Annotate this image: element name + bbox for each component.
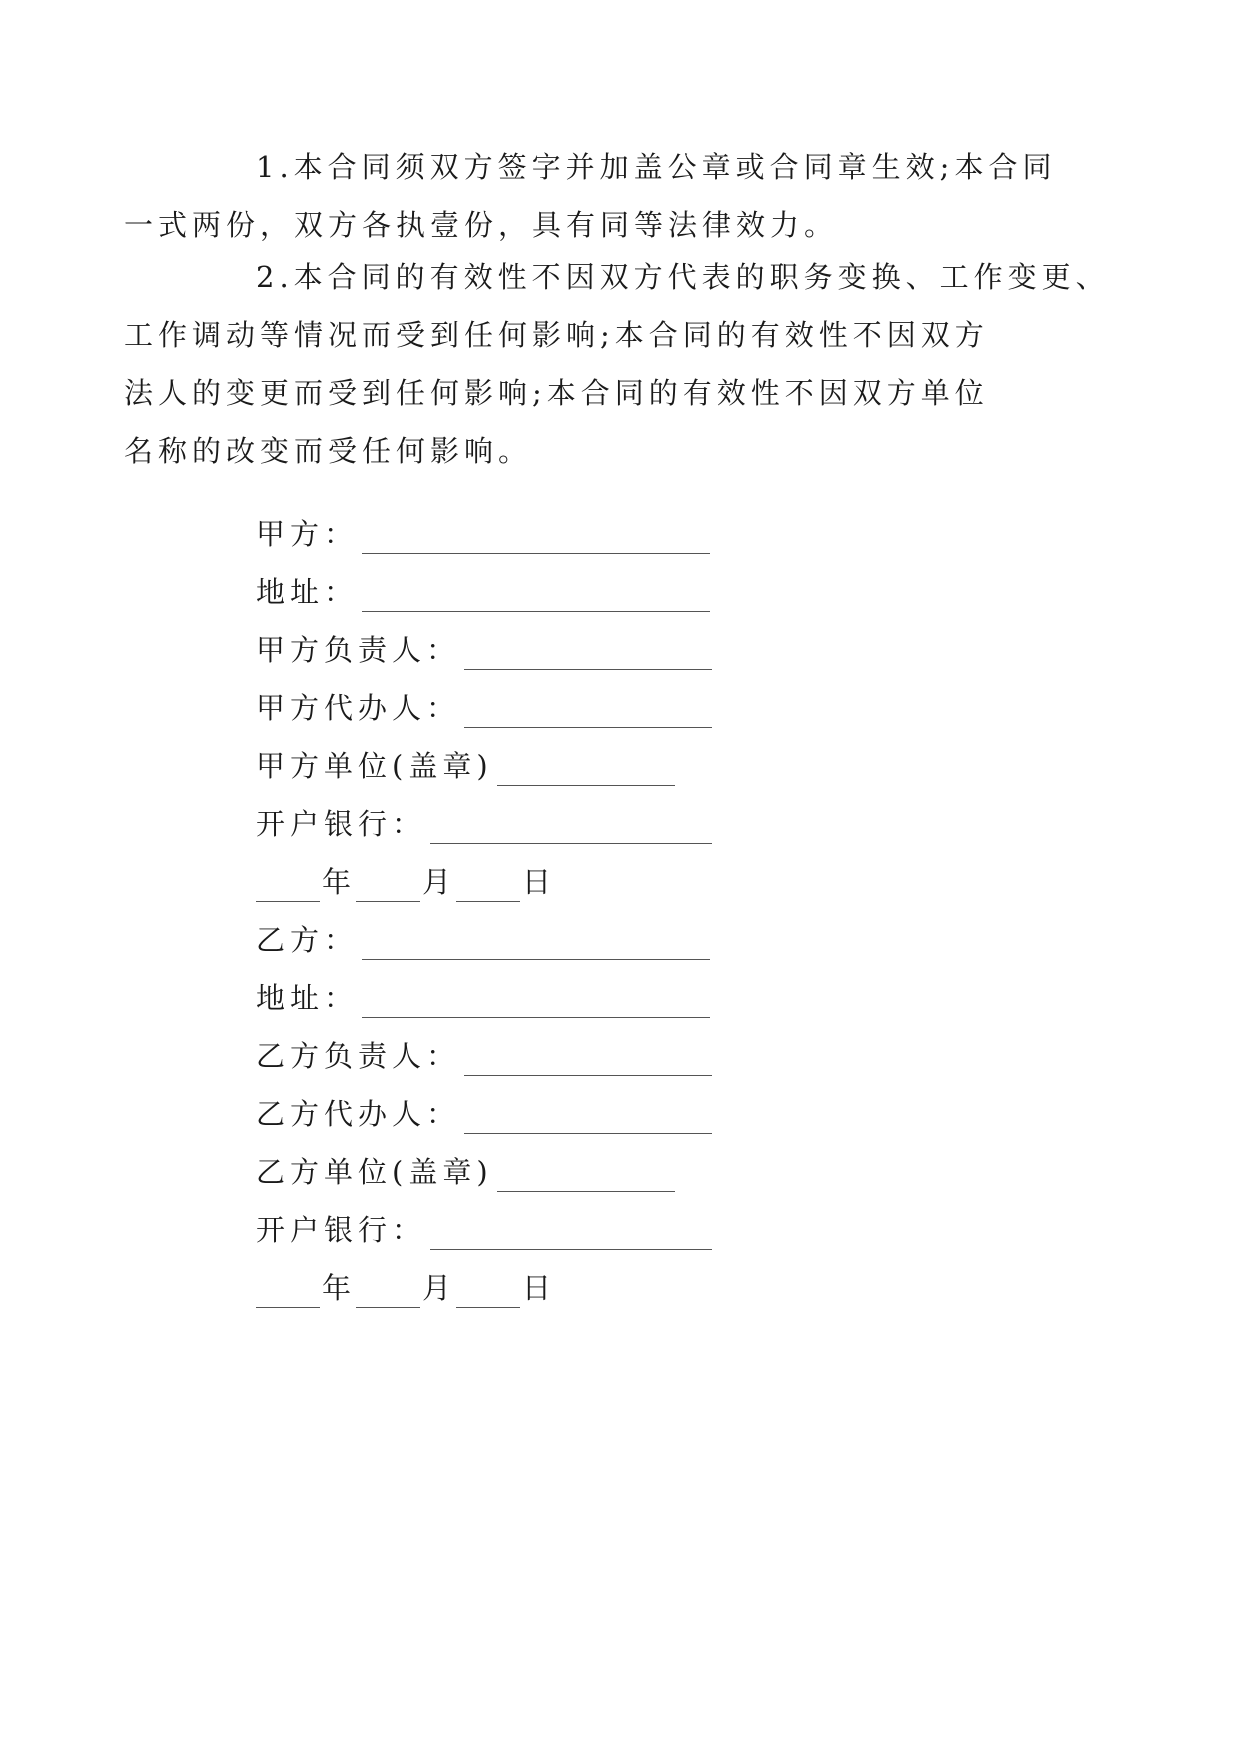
clause-2-line-4: 名称的改变而受任何影响。 <box>124 434 533 468</box>
party-a-seal-field <box>256 746 675 786</box>
clause-1 <box>124 138 1080 254</box>
party-b-month-label: 月 <box>422 1271 457 1305</box>
party-a-day-label: 日 <box>522 865 557 899</box>
party-b-name-field <box>256 920 710 960</box>
party-a-agent-label: 甲方代办人： <box>256 691 461 725</box>
party-a-seal-blank[interactable] <box>497 759 675 786</box>
party-b-year-blank[interactable] <box>256 1281 320 1308</box>
party-a-bank-blank[interactable] <box>430 817 712 844</box>
party-b-date-row <box>256 1268 556 1308</box>
party-b-name-blank[interactable] <box>362 933 710 960</box>
party-a-day-blank[interactable] <box>456 875 520 902</box>
party-a-address-label: 地址： <box>256 575 359 609</box>
party-a-address-field <box>256 572 710 612</box>
clause-1-line-1: 1.本合同须双方签字并加盖公章或合同章生效;本合同 <box>256 150 1057 184</box>
party-b-bank-field <box>256 1210 712 1250</box>
party-b-agent-blank[interactable] <box>464 1107 712 1134</box>
party-b-agent-label: 乙方代办人： <box>256 1097 461 1131</box>
clause-2-line-3: 法人的变更而受到任何影响;本合同的有效性不因双方单位 <box>124 376 989 410</box>
party-b-day-blank[interactable] <box>456 1281 520 1308</box>
party-a-year-blank[interactable] <box>256 875 320 902</box>
party-a-year-label: 年 <box>322 865 357 899</box>
clause-2-line-2: 工作调动等情况而受到任何影响;本合同的有效性不因双方 <box>124 318 989 352</box>
party-a-agent-field <box>256 688 712 728</box>
party-a-name-blank[interactable] <box>362 527 710 554</box>
party-a-month-blank[interactable] <box>356 875 420 902</box>
party-a-head-blank[interactable] <box>464 643 712 670</box>
party-a-address-blank[interactable] <box>362 585 710 612</box>
party-a-name-label: 甲方： <box>256 517 359 551</box>
party-b-bank-label: 开户银行： <box>256 1213 427 1247</box>
party-a-bank-label: 开户银行： <box>256 807 427 841</box>
party-b-year-label: 年 <box>322 1271 357 1305</box>
party-b-seal-field <box>256 1152 675 1192</box>
party-b-address-label: 地址： <box>256 981 359 1015</box>
party-b-head-blank[interactable] <box>464 1049 712 1076</box>
party-b-bank-blank[interactable] <box>430 1223 712 1250</box>
party-b-head-field <box>256 1036 712 1076</box>
party-a-date-row <box>256 862 556 902</box>
party-b-day-label: 日 <box>522 1271 557 1305</box>
party-a-name-field <box>256 514 710 554</box>
party-b-address-blank[interactable] <box>362 991 710 1018</box>
party-b-month-blank[interactable] <box>356 1281 420 1308</box>
clause-2 <box>124 248 1110 480</box>
party-a-head-field <box>256 630 712 670</box>
party-b-seal-blank[interactable] <box>497 1165 675 1192</box>
party-a-seal-label: 甲方单位(盖章) <box>256 749 493 783</box>
party-a-head-label: 甲方负责人： <box>256 633 461 667</box>
clause-2-line-1: 2.本合同的有效性不因双方代表的职务变换、工作变更、 <box>256 260 1110 294</box>
party-b-address-field <box>256 978 710 1018</box>
party-a-bank-field <box>256 804 712 844</box>
party-b-name-label: 乙方： <box>256 923 359 957</box>
clause-1-line-2: 一式两份，双方各执壹份，具有同等法律效力。 <box>124 208 839 242</box>
party-a-month-label: 月 <box>422 865 457 899</box>
party-b-agent-field <box>256 1094 712 1134</box>
party-b-head-label: 乙方负责人： <box>256 1039 461 1073</box>
party-a-agent-blank[interactable] <box>464 701 712 728</box>
party-b-seal-label: 乙方单位(盖章) <box>256 1155 493 1189</box>
